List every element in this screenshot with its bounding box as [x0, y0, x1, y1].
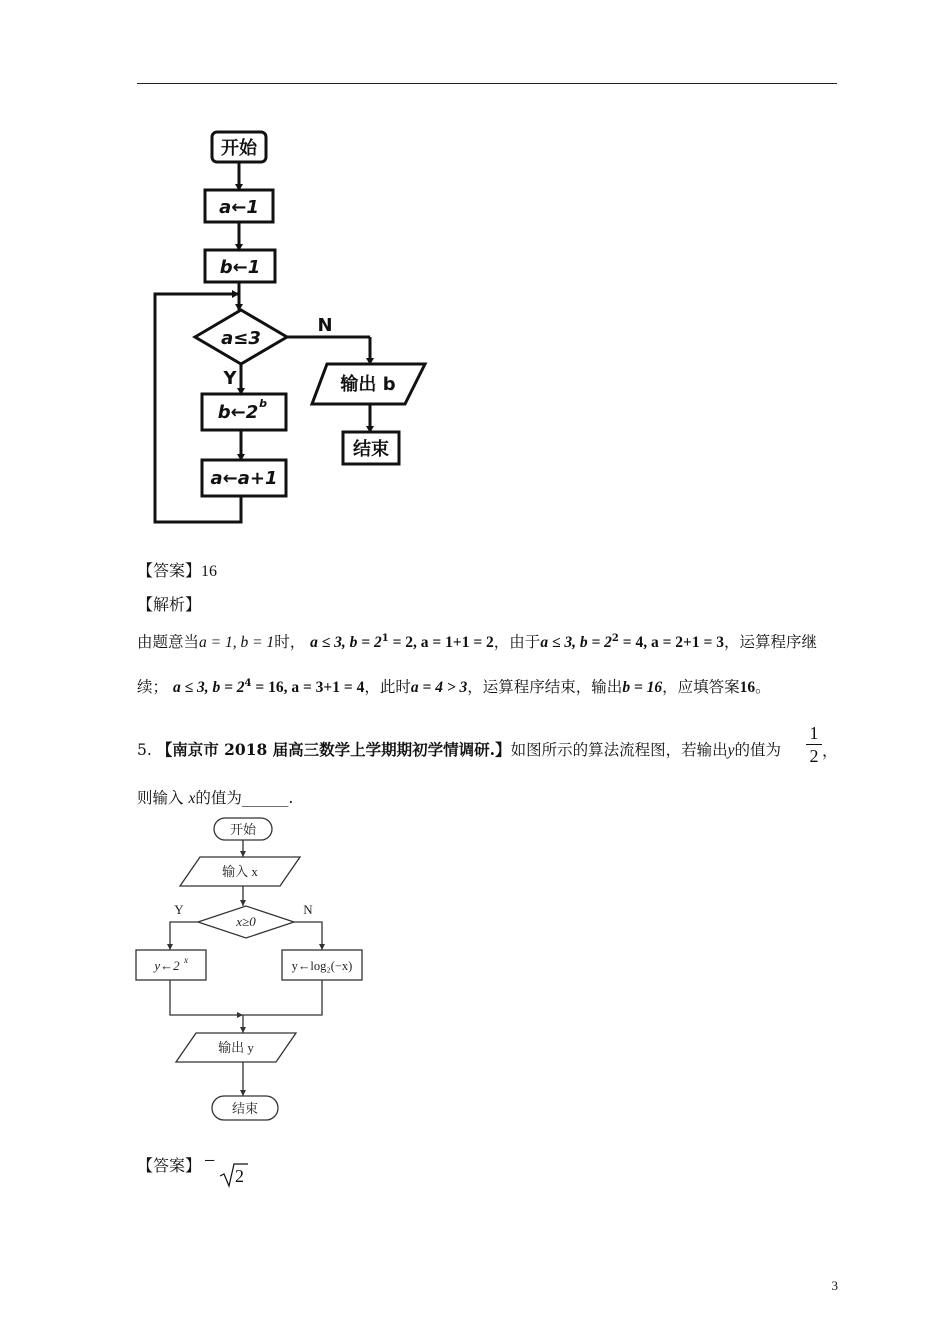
math-expr: a ≤ 3, b = 2 [172, 679, 245, 696]
question-5-line-2 [137, 786, 293, 808]
fc2-condition-label: x≥0 [236, 914, 256, 929]
analysis-text: 由题意当 [137, 633, 200, 651]
math-expr: a ≤ 3, b = 2 [310, 634, 382, 651]
fc2-end-label: 结束 [231, 1101, 259, 1116]
math-expr: = 4, a = 2+1 = 3 [618, 634, 724, 651]
analysis-label: 【解析】 [137, 595, 202, 614]
answer-2-radicand: 2 [235, 1166, 244, 1186]
fraction-one-half [806, 722, 822, 767]
var-y: y [727, 742, 735, 759]
analysis-text: ，运算程序结束，输出 [467, 678, 623, 696]
header-rule [137, 83, 837, 84]
math-expr: a = 4 > 3 [410, 679, 468, 696]
math-expr: b = 16 [622, 679, 663, 696]
fc1-output-label: 输出 b [340, 374, 396, 395]
fc2-start-label: 开始 [229, 822, 257, 837]
var-x: x [188, 790, 196, 807]
fc2-output-label: 输出 y [218, 1040, 254, 1055]
answer-2-minus: − [204, 1150, 216, 1172]
math-sup: 2 [611, 632, 619, 644]
fc2-input-label: 输入 x [222, 864, 258, 879]
answer-1 [137, 558, 217, 581]
question-number: 5. [137, 741, 152, 759]
math-expr: a = 1, b = 1 [199, 634, 275, 651]
question-text: 如图所示的算法流程图，若输出 [510, 741, 728, 759]
flowchart-2 [130, 810, 370, 1128]
fc2-yes-label: Y [174, 902, 184, 917]
analysis-text: ，应填答案 [662, 678, 740, 696]
flowchart-1 [140, 120, 440, 535]
fc1-a-update-label: a←a+1 [210, 468, 278, 489]
question-5-line-1 [137, 738, 781, 760]
fc1-b-init-label: b←1 [219, 257, 261, 278]
math-expr: a ≤ 3, b = 2 [540, 634, 612, 651]
fc1-no-label: N [317, 315, 333, 336]
answer-2-label: 【答案】 [137, 1156, 202, 1175]
analysis-text: 。 [755, 678, 771, 696]
fc1-end-label: 结束 [353, 439, 389, 460]
question-text: 的值为 [734, 741, 781, 759]
fc1-b-update-sup: b [259, 397, 267, 410]
math-sup: 1 [381, 632, 389, 644]
question-source: 【南京市 2018 届高三数学上学期期初学情调研.】 [156, 740, 511, 759]
answer-1-label: 【答案】 [137, 561, 202, 580]
fraction-numerator: 1 [809, 723, 819, 743]
analysis-text: 续； [137, 678, 169, 696]
fc2-left-label: y←2 [154, 958, 180, 973]
analysis-line-2 [137, 675, 771, 697]
math-expr: = 2, a = 1+1 = 2 [388, 634, 494, 651]
fc1-yes-label: Y [223, 368, 237, 389]
math-expr: = 16, a = 3+1 = 4 [251, 679, 365, 696]
analysis-text: ，此时 [364, 678, 411, 696]
fraction-denominator: 2 [809, 746, 819, 766]
fc2-right-label: y←log₂(−x) [291, 959, 353, 973]
question-text: . [288, 789, 294, 807]
analysis-text: ，由于 [493, 633, 541, 651]
fc1-condition-label: a≤3 [221, 328, 261, 349]
question-text: 则输入 [137, 789, 184, 807]
analysis-text: 时， [274, 633, 306, 651]
fc2-left-sup: x [184, 955, 188, 965]
math-sup: 4 [244, 677, 252, 689]
fc2-no-label: N [303, 902, 313, 917]
sqrt-sign [218, 1162, 250, 1188]
fc1-start-label: 开始 [221, 138, 257, 159]
question-comma: ， [822, 741, 839, 760]
question-text: 的值为 [195, 789, 242, 807]
analysis-line-1 [137, 630, 817, 652]
analysis-text: ，运算程序继 [723, 633, 817, 651]
page-number: 3 [831, 1278, 838, 1293]
fc1-b-update-label: b←2 [217, 402, 259, 423]
answer-blank: ______ [241, 789, 289, 807]
math-expr: 16 [739, 679, 756, 696]
answer-1-value: 16 [201, 563, 218, 580]
fc1-a-init-label: a←1 [219, 197, 259, 218]
